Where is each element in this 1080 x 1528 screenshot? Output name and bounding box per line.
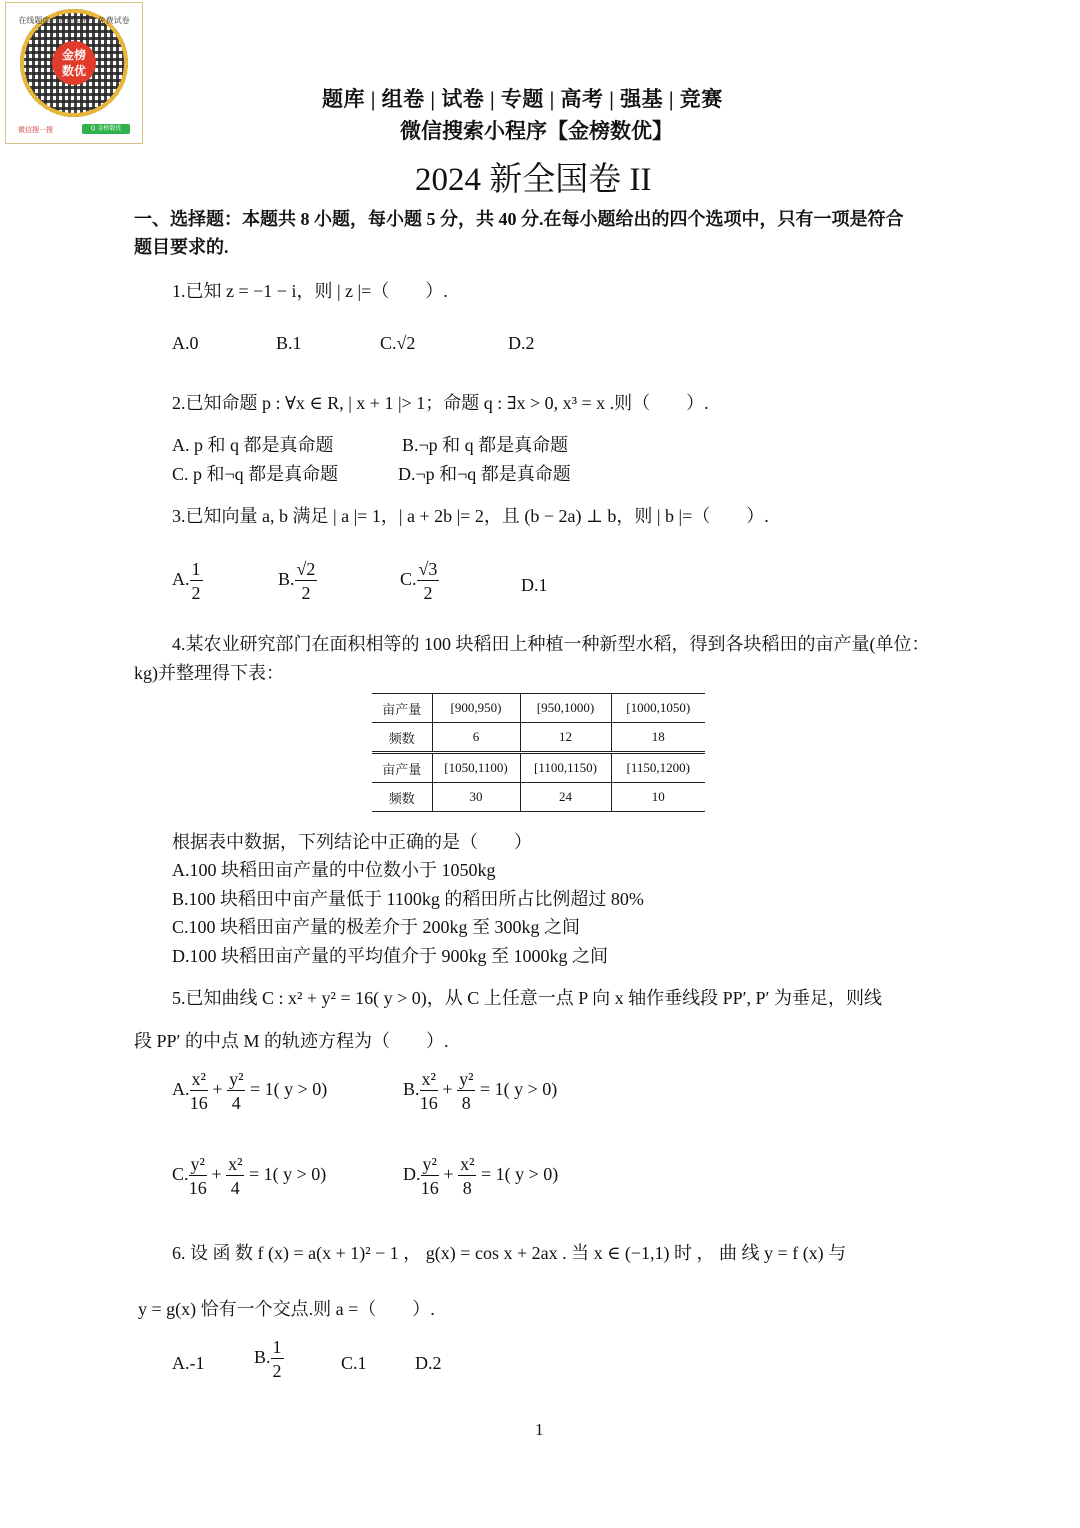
q3-option-c-label: C. (400, 569, 417, 590)
q4-stem-line2: kg)并整理得下表： (134, 663, 284, 683)
q3-option-d[interactable]: D.1 (521, 575, 548, 595)
q2-option-d[interactable]: D.¬p 和¬q 都是真命题 (398, 464, 571, 484)
q5-d-tail: = 1( y > 0) (480, 1164, 559, 1185)
q6-b-numerator: 1 (272, 1337, 282, 1357)
q5-b-tail: = 1( y > 0) (479, 1079, 558, 1100)
section-heading-line2: 题目要求的. (134, 237, 229, 257)
q5-c-n1: y² (190, 1154, 205, 1174)
q5-b-n2: y² (459, 1069, 474, 1089)
table-cell: 18 (611, 723, 705, 753)
q6-option-c[interactable]: C.1 (341, 1353, 367, 1373)
q5-d-d1: 16 (420, 1178, 439, 1198)
q4-option-b[interactable]: B.100 块稻田中亩产量低于 1100kg 的稻田所占比例超过 80% (172, 889, 644, 909)
q3-c-numerator: √3 (418, 559, 438, 579)
q1-option-d[interactable]: D.2 (508, 333, 535, 353)
logo-footer-badge: Q 金榜数优 (82, 124, 130, 134)
qr-code-logo[interactable] (5, 2, 143, 144)
table-cell: 频数 (372, 783, 432, 812)
q3-a-denominator: 2 (191, 583, 201, 603)
q3-stem: 3.已知向量 a, b 满足 | a |= 1，| a + 2b |= 2，且 (b − 2a) ⊥ b，则 | b |=（ ）. (172, 506, 769, 526)
q5-option-b[interactable]: B. $\frac{\text{x²}}{16}$ + $\frac{\text{y²}}{8}$ = 1( y > 0) (403, 1069, 558, 1113)
q1-option-a[interactable]: A.0 (172, 333, 199, 353)
table-cell: 6 (432, 723, 520, 753)
q2-option-a[interactable]: A. p 和 q 都是真命题 (172, 435, 334, 455)
table-cell: [1100,1150) (520, 753, 611, 783)
yield-frequency-table (372, 693, 705, 812)
q5-a-n2: y² (229, 1069, 244, 1089)
table-cell: 12 (520, 723, 611, 753)
q3-c-denominator: 2 (423, 583, 433, 603)
q5-c-d1: 16 (188, 1178, 207, 1198)
table-cell: 亩产量 (372, 753, 432, 783)
q5-b-d1: 16 (419, 1093, 438, 1113)
q5-a-d2: 4 (231, 1093, 241, 1113)
q3-option-b[interactable] (278, 560, 317, 602)
q6-b-denominator: 2 (272, 1361, 282, 1381)
q5-d-n1: y² (422, 1154, 437, 1174)
q5-d-label: D. (403, 1164, 421, 1185)
table-cell: 24 (520, 783, 611, 812)
q4-option-a[interactable]: A.100 块稻田亩产量的中位数小于 1050kg (172, 860, 496, 880)
logo-arc-text: 在线题库 · 智能组卷 · 免费试卷 (18, 16, 130, 25)
table-row (372, 723, 705, 753)
q5-c-n2: x² (228, 1154, 243, 1174)
table-row (372, 753, 705, 783)
q5-d-d2: 8 (462, 1178, 472, 1198)
q3-option-c[interactable] (400, 560, 439, 602)
header-subtitle: 微信搜索小程序【金榜数优】 (400, 119, 673, 143)
q5-stem-line1: 5.已知曲线 C : x² + y² = 16( y > 0)，从 C 上任意一点 P 向 x 轴作垂线段 PP′, P′ 为垂足，则线 (172, 988, 882, 1008)
page-title: 2024 新全国卷 II (415, 162, 652, 198)
q3-option-a[interactable] (172, 560, 203, 602)
q2-stem: 2.已知命题 p : ∀x ∈ R, | x + 1 |> 1；命题 q : ∃x > 0, x³ = x .则（ ）. (172, 393, 709, 413)
q4-prompt: 根据表中数据，下列结论中正确的是（ ） (172, 832, 532, 852)
q1-stem: 1.已知 z = −1 − i，则 | z |=（ ）. (172, 281, 448, 301)
table-row (372, 694, 705, 723)
q5-option-c[interactable]: C. $\frac{\text{y²}}{16}$ + $\frac{\text{x²}}{4}$ = 1( y > 0) (172, 1154, 327, 1198)
table-row (372, 783, 705, 812)
q5-b-d2: 8 (461, 1093, 471, 1113)
logo-footer-text: 微信搜一搜 (18, 126, 53, 134)
q2-option-c[interactable]: C. p 和¬q 都是真命题 (172, 464, 339, 484)
table-cell: [950,1000) (520, 694, 611, 723)
q3-a-numerator: 1 (191, 559, 201, 579)
table-cell: [1050,1100) (432, 753, 520, 783)
q6-stem-line2: y = g(x) 恰有一个交点.则 a =（ ）. (138, 1299, 435, 1319)
table-cell: 10 (611, 783, 705, 812)
q5-c-tail: = 1( y > 0) (248, 1164, 327, 1185)
table-cell: 频数 (372, 723, 432, 753)
q6-option-d[interactable]: D.2 (415, 1353, 442, 1373)
q5-stem-line2: 段 PP′ 的中点 M 的轨迹方程为（ ）. (134, 1031, 449, 1051)
q5-c-d2: 4 (230, 1178, 240, 1198)
q4-option-c[interactable]: C.100 块稻田亩产量的极差介于 200kg 至 300kg 之间 (172, 917, 581, 937)
q5-a-label: A. (172, 1079, 190, 1100)
q5-d-n2: x² (460, 1154, 475, 1174)
q2-option-b[interactable]: B.¬p 和 q 都是真命题 (402, 435, 569, 455)
table-cell: [1150,1200) (611, 753, 705, 783)
section-heading-line1: 一、选择题：本题共 8 小题，每小题 5 分，共 40 分.在每小题给出的四个选项中，只有一项是符合 (134, 209, 904, 229)
q3-b-denominator: 2 (301, 583, 311, 603)
q1-option-c[interactable]: C.√2 (380, 333, 416, 353)
q5-c-label: C. (172, 1164, 189, 1185)
q3-b-numerator: √2 (296, 559, 316, 579)
q6-option-b[interactable] (254, 1338, 284, 1380)
q6-stem-line1: 6. 设 函 数 f (x) = a(x + 1)² − 1 ， g(x) = cos x + 2ax . 当 x ∈ (−1,1) 时 ， 曲 线 y = f (x) 与 (172, 1243, 847, 1263)
q6-b-label: B. (254, 1347, 271, 1368)
q5-b-label: B. (403, 1079, 420, 1100)
q1-option-b[interactable]: B.1 (276, 333, 302, 353)
table-cell: [900,950) (432, 694, 520, 723)
q4-stem-line1: 4.某农业研究部门在面积相等的 100 块稻田上种植一种新型水稻，得到各块稻田的亩产量(单位： (172, 634, 930, 654)
q5-a-n1: x² (191, 1069, 206, 1089)
q4-option-d[interactable]: D.100 块稻田亩产量的平均值介于 900kg 至 1000kg 之间 (172, 946, 608, 966)
q5-b-n1: x² (421, 1069, 436, 1089)
table-cell: 30 (432, 783, 520, 812)
table-cell: 亩产量 (372, 694, 432, 723)
q3-option-b-label: B. (278, 569, 295, 590)
q5-option-a[interactable]: A. $\frac{\text{x²}}{16}$ + $\frac{\text{y²}}{4}$ = 1( y > 0) (172, 1069, 328, 1113)
q5-a-d1: 16 (189, 1093, 208, 1113)
table-cell: [1000,1050) (611, 694, 705, 723)
q5-option-d[interactable]: D. $\frac{\text{y²}}{16}$ + $\frac{\text{x²}}{8}$ = 1( y > 0) (403, 1154, 559, 1198)
q3-option-a-label: A. (172, 569, 190, 590)
logo-center-badge: 金榜 数优 (52, 41, 96, 85)
header-nav[interactable]: 题库 | 组卷 | 试卷 | 专题 | 高考 | 强基 | 竞赛 (322, 87, 723, 111)
page-number: 1 (535, 1420, 544, 1439)
q5-a-tail: = 1( y > 0) (249, 1079, 328, 1100)
q6-option-a[interactable]: A.-1 (172, 1353, 205, 1373)
